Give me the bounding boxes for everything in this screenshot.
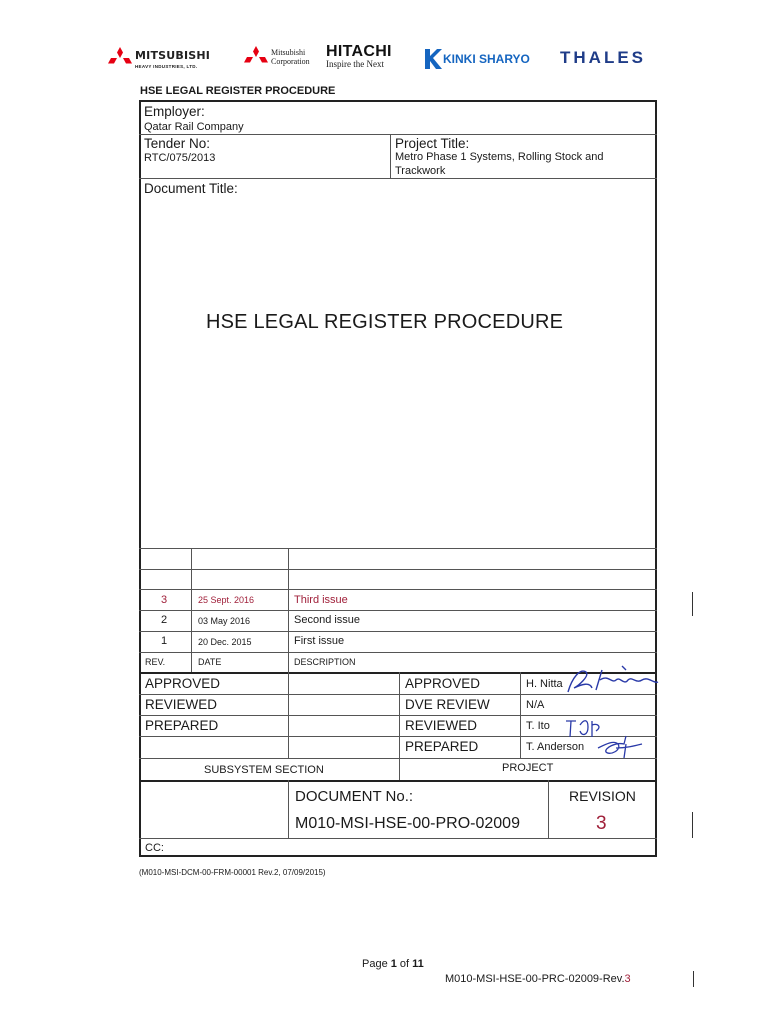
rev-header: REV. — [145, 657, 166, 667]
divider — [139, 715, 657, 716]
divider — [139, 652, 657, 653]
footer-doc-rev: 3 — [624, 973, 631, 985]
subsystem-section-label: SUBSYSTEM SECTION — [204, 764, 324, 776]
revision-value: 3 — [596, 813, 607, 834]
divider — [399, 672, 400, 780]
document-number-value: M010-MSI-HSE-00-PRO-02009 — [295, 815, 520, 832]
reviewed-label: REVIEWED — [145, 697, 218, 712]
mc-line2: Corporation — [271, 57, 310, 66]
divider — [288, 672, 289, 758]
divider — [139, 610, 657, 611]
project-label: PROJECT — [502, 762, 554, 774]
divider — [139, 589, 657, 590]
tender-label: Tender No: — [144, 136, 211, 151]
dve-review-role: DVE REVIEW — [405, 697, 490, 712]
employer-value: Qatar Rail Company — [144, 121, 244, 133]
three-diamonds-icon — [108, 47, 132, 69]
divider — [139, 780, 657, 782]
thales-logo — [560, 48, 646, 68]
kinki-name: KINKI SHARYO — [443, 52, 530, 66]
approved-label: APPROVED — [145, 676, 221, 691]
footer-doc-ref: M010-MSI-HSE-00-PRC-02009-Rev. — [445, 973, 625, 985]
hitachi-name: HITACHI — [326, 43, 392, 60]
mhi-name: MITSUBISHI — [135, 49, 211, 62]
divider — [139, 134, 657, 135]
preparer-name: T. Anderson — [526, 741, 585, 753]
form-reference: (M010-MSI-DCM-00-FRM-00001 Rev.2, 07/09/2015) — [139, 868, 326, 877]
signature-nitta — [562, 662, 662, 698]
rev-description: First issue — [294, 635, 345, 647]
divider — [139, 569, 657, 570]
reviewed-role: REVIEWED — [405, 718, 478, 733]
logo-bar — [108, 44, 673, 74]
footer-document-reference — [445, 973, 631, 985]
signature-anderson — [596, 734, 644, 760]
document-number-label: DOCUMENT No.: — [295, 788, 414, 805]
divider — [139, 838, 657, 839]
divider — [139, 631, 657, 632]
divider — [520, 672, 521, 758]
page-of: of — [396, 958, 413, 970]
mitsubishi-heavy-industries-logo — [108, 46, 210, 69]
k-mark-icon — [423, 47, 442, 71]
rev-number: 2 — [161, 614, 168, 626]
page-number — [362, 958, 424, 970]
rev-number: 1 — [161, 635, 168, 647]
dve-reviewer-name: N/A — [526, 699, 545, 711]
divider — [390, 134, 391, 178]
change-bar — [693, 971, 694, 987]
project-title-line1 — [395, 151, 648, 163]
revision-label: REVISION — [569, 788, 636, 804]
prepared-label: PREPARED — [145, 718, 219, 733]
change-bar — [692, 812, 693, 838]
page-prefix: Page — [362, 958, 391, 970]
thales-name: THALES — [560, 48, 646, 67]
document-title-value: HSE LEGAL REGISTER PROCEDURE — [206, 311, 564, 333]
approver-name: H. Nitta — [526, 678, 563, 690]
mhi-sub: HEAVY INDUSTRIES, LTD. — [135, 64, 198, 69]
divider — [191, 548, 192, 672]
rev-description: Second issue — [294, 614, 361, 626]
divider — [139, 758, 657, 759]
rev-number: 3 — [161, 594, 168, 606]
three-diamonds-icon — [244, 46, 268, 68]
hitachi-logo — [326, 44, 392, 69]
description-header: DESCRIPTION — [294, 657, 356, 667]
mitsubishi-corporation-logo — [244, 46, 310, 68]
change-bar — [692, 592, 693, 616]
date-header: DATE — [198, 657, 222, 667]
divider — [139, 178, 657, 179]
mc-line1: Mitsubishi — [271, 48, 306, 57]
tender-value: RTC/075/2013 — [144, 152, 216, 164]
kinki-sharyo-logo — [423, 47, 530, 71]
prepared-role: PREPARED — [405, 739, 479, 754]
document-title-label: Document Title: — [144, 181, 238, 196]
rev-date: 20 Dec. 2015 — [198, 637, 252, 647]
page-total: 11 — [412, 958, 424, 970]
divider — [139, 548, 657, 549]
document-heading: HSE LEGAL REGISTER PROCEDURE — [140, 85, 336, 97]
rev-date: 25 Sept. 2016 — [198, 595, 255, 605]
page-current: 1 — [390, 958, 397, 970]
approved-role: APPROVED — [405, 676, 481, 691]
divider — [548, 780, 549, 838]
rev-description: Third issue — [294, 594, 348, 606]
divider — [288, 780, 289, 838]
divider — [288, 548, 289, 672]
hitachi-tagline: Inspire the Next — [326, 59, 384, 69]
employer-label: Employer: — [144, 104, 205, 119]
reviewer-name: T. Ito — [526, 720, 550, 732]
project-title-value-line1: Metro Phase 1 Systems, Rolling Stock and — [395, 151, 604, 163]
project-title-value-line2: Trackwork — [395, 165, 446, 177]
project-title-label: Project Title: — [395, 136, 470, 151]
cc-label: CC: — [145, 842, 164, 854]
rev-date: 03 May 2016 — [198, 616, 251, 626]
